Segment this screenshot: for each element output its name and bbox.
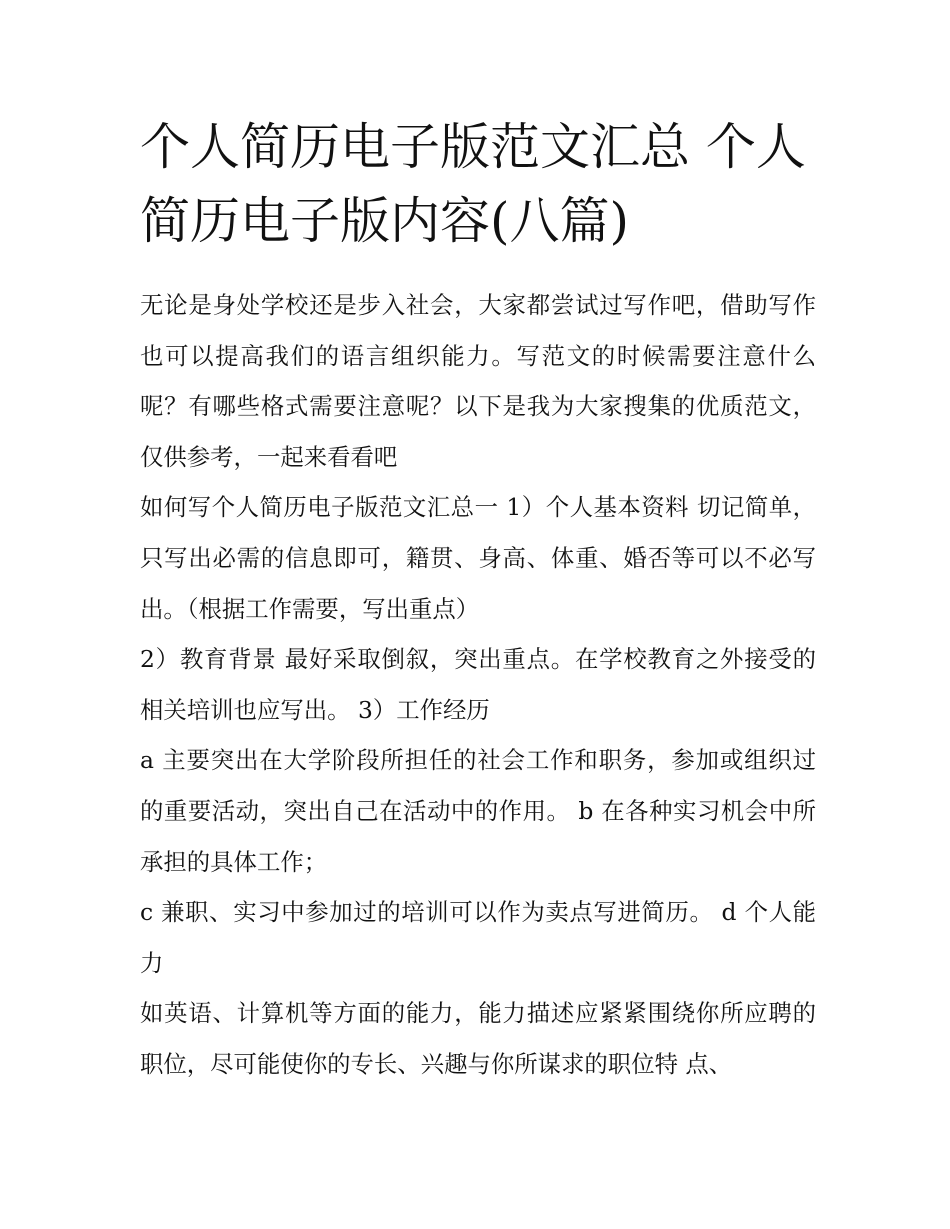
document-body bbox=[140, 280, 816, 1090]
paragraph-intro: 无论是身处学校还是步入社会，大家都尝试过写作吧，借助写作也可以提高我们的语言组织能力。写范文的时候需要注意什么呢？有哪些格式需要注意呢？以下是我为大家搜集的优质范文，仅供参考，一起来看看吧 bbox=[140, 291, 816, 471]
paragraph-abilities: 如英语、计算机等方面的能力，能力描述应紧紧围绕你所应聘的职位，尽可能使你的专长、兴趣与你所谋求的职位特 点、 bbox=[140, 999, 816, 1078]
paragraph-personal-info: 如何写个人简历电子版范文汇总一 1）个人基本资料 切记简单，只写出必需的信息即可，籍贯、身高、体重、婚否等可以不必写出。（根据工作需要，写出重点） bbox=[140, 493, 816, 623]
paragraph-work-c-d: c 兼职、实习中参加过的培训可以作为卖点写进简历。 d 个人能力 bbox=[140, 898, 816, 977]
paragraph-work-a-b: a 主要突出在大学阶段所担任的社会工作和职务，参加或组织过的重要活动，突出自己在活动中的作用。 b 在各种实习机会中所承担的具体工作； bbox=[140, 746, 816, 876]
paragraph-education: 2）教育背景 最好采取倒叙，突出重点。在学校教育之外接受的相关培训也应写出。 3）工作经历 bbox=[140, 645, 816, 724]
document-title: 个人简历电子版范文汇总 个人简历电子版内容(八篇) bbox=[140, 118, 806, 250]
